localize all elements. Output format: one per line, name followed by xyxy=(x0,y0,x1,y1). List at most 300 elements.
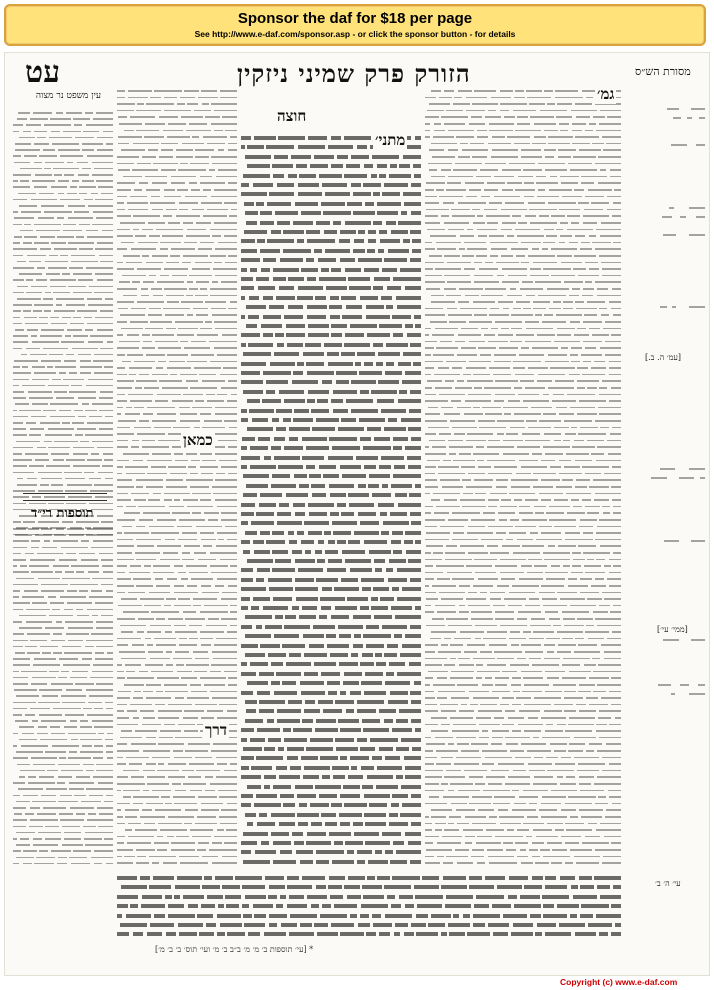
text-line-segment xyxy=(372,155,399,159)
text-line-segment xyxy=(610,433,621,435)
text-line-segment xyxy=(175,631,197,633)
text-line-segment xyxy=(117,803,130,805)
text-line-segment xyxy=(565,803,592,805)
text-line-segment xyxy=(358,512,376,516)
text-line-segment xyxy=(612,631,621,633)
text-line-segment xyxy=(445,552,465,554)
text-line-segment xyxy=(174,895,180,899)
sponsor-banner[interactable] xyxy=(4,4,706,46)
text-line-segment xyxy=(212,281,218,283)
text-line-segment xyxy=(485,413,501,415)
text-line-segment xyxy=(274,456,300,460)
text-line-segment xyxy=(142,229,152,231)
text-line-segment xyxy=(361,904,387,908)
text-line-segment xyxy=(429,796,440,798)
text-line-segment xyxy=(580,248,592,250)
text-line-segment xyxy=(19,615,46,617)
text-line-segment xyxy=(425,486,438,488)
text-line-segment xyxy=(570,321,580,323)
text-line-segment xyxy=(65,335,71,337)
text-line-segment xyxy=(416,932,438,936)
text-line-segment xyxy=(575,932,596,936)
text-line-segment xyxy=(117,433,134,435)
text-line-segment xyxy=(23,521,34,523)
text-line-segment xyxy=(368,860,388,864)
text-line-segment xyxy=(492,730,509,732)
text-line-segment xyxy=(241,691,253,695)
text-line-segment xyxy=(545,611,558,613)
text-line-segment xyxy=(374,437,391,441)
text-line-segment xyxy=(46,788,66,790)
text-line-segment xyxy=(118,169,130,171)
text-line-segment xyxy=(324,531,331,535)
text-line-segment xyxy=(218,440,237,442)
text-line-segment xyxy=(117,592,125,594)
text-line-segment xyxy=(298,568,323,572)
text-line-segment xyxy=(14,813,23,815)
text-line-segment xyxy=(359,418,385,422)
text-line-segment xyxy=(187,585,197,587)
text-line-segment xyxy=(595,578,604,580)
text-line-segment xyxy=(536,176,547,178)
text-line-segment xyxy=(19,410,40,412)
text-line-segment xyxy=(448,176,473,178)
text-line-segment xyxy=(127,677,154,679)
text-line-segment xyxy=(560,783,576,785)
text-line-segment xyxy=(117,559,134,561)
section-divider xyxy=(23,493,107,501)
text-line-segment xyxy=(183,499,197,501)
text-line-segment xyxy=(386,362,395,366)
text-line-segment xyxy=(158,361,166,363)
text-line-segment xyxy=(468,552,488,554)
text-line-segment xyxy=(521,862,533,864)
text-line-segment xyxy=(542,598,558,600)
text-line-segment xyxy=(50,317,58,319)
text-line-segment xyxy=(117,743,127,745)
text-line-segment xyxy=(65,478,85,480)
text-line-segment xyxy=(609,400,621,402)
text-line-segment xyxy=(660,306,666,308)
text-line-segment xyxy=(302,606,317,610)
text-line-segment xyxy=(323,709,341,713)
text-line-segment xyxy=(235,876,262,880)
text-line-segment xyxy=(62,844,83,846)
text-line-segment xyxy=(464,268,475,270)
text-line-segment xyxy=(446,189,466,191)
text-line-segment xyxy=(532,842,543,844)
text-line-segment xyxy=(425,710,438,712)
text-line-segment xyxy=(304,653,327,657)
text-line-segment xyxy=(74,795,86,797)
text-line-segment xyxy=(543,394,550,396)
text-line-segment xyxy=(123,255,140,257)
text-line-segment xyxy=(314,155,334,159)
text-line-segment xyxy=(214,130,224,132)
text-line-segment xyxy=(191,460,200,462)
sponsor-banner-subtitle[interactable]: See http://www.e-daf.com/sponsor.asp - or click the sponsor button - for details xyxy=(194,29,516,39)
text-line-segment xyxy=(227,932,245,936)
text-line-segment xyxy=(69,857,87,859)
text-line-segment xyxy=(192,136,199,138)
text-line-segment xyxy=(587,301,605,303)
text-line-segment xyxy=(65,714,83,716)
text-line-segment xyxy=(148,314,162,316)
text-line-segment xyxy=(102,565,113,567)
text-line-segment xyxy=(205,321,211,323)
text-line-segment xyxy=(546,724,553,726)
text-line-segment xyxy=(65,571,74,573)
text-line-segment xyxy=(263,296,273,300)
text-line-segment xyxy=(31,335,38,337)
text-line-segment xyxy=(168,763,186,765)
text-line-segment xyxy=(224,770,237,772)
text-line-segment xyxy=(277,719,300,723)
text-line-segment xyxy=(147,776,165,778)
text-line-segment xyxy=(287,343,303,347)
text-line-segment xyxy=(68,757,91,759)
text-line-segment xyxy=(547,842,562,844)
text-line-segment xyxy=(519,578,544,580)
text-line-segment xyxy=(511,644,519,646)
text-line-segment xyxy=(246,324,257,328)
sponsor-banner-title[interactable]: Sponsor the daf for $18 per page xyxy=(237,10,473,27)
text-line-segment xyxy=(30,708,50,710)
text-line-segment xyxy=(97,329,113,331)
text-line-segment xyxy=(241,644,258,648)
text-line-segment xyxy=(210,288,237,290)
text-line-segment xyxy=(345,221,371,225)
text-line-segment xyxy=(425,387,432,389)
text-line-segment xyxy=(528,427,551,429)
text-line-segment xyxy=(399,895,413,899)
text-line-segment xyxy=(157,519,176,521)
text-line-segment xyxy=(58,193,65,195)
text-line-segment xyxy=(301,268,318,272)
text-line-segment xyxy=(589,123,596,125)
text-line-segment xyxy=(27,255,46,257)
text-line-segment xyxy=(117,387,132,389)
text-line-segment xyxy=(46,465,70,467)
text-line-segment xyxy=(439,592,465,594)
text-line-segment xyxy=(491,770,510,772)
text-line-segment xyxy=(247,164,270,168)
text-line-segment xyxy=(196,281,209,283)
text-line-segment xyxy=(131,493,149,495)
text-line-segment xyxy=(17,298,42,300)
text-line-segment xyxy=(27,329,37,331)
text-line-segment xyxy=(360,747,375,751)
text-line-segment xyxy=(133,460,144,462)
text-line-segment xyxy=(178,724,195,726)
text-line-segment xyxy=(547,677,559,679)
text-line-segment xyxy=(578,763,606,765)
text-line-segment xyxy=(338,427,364,431)
text-line-segment xyxy=(50,279,76,281)
text-line-segment xyxy=(135,387,142,389)
text-line-segment xyxy=(609,763,621,765)
text-line-segment xyxy=(120,923,147,927)
text-line-segment xyxy=(452,730,479,732)
text-line-segment xyxy=(599,737,621,739)
text-line-segment xyxy=(339,634,351,638)
text-line-segment xyxy=(68,733,96,735)
text-line-segment xyxy=(167,301,179,303)
text-line-segment xyxy=(151,671,173,673)
text-line-segment xyxy=(388,418,397,422)
text-line-segment xyxy=(315,728,338,732)
text-line-segment xyxy=(551,215,565,217)
text-line-segment xyxy=(455,341,465,343)
text-line-segment xyxy=(426,598,439,600)
text-line-segment xyxy=(377,399,395,403)
text-line-segment xyxy=(272,164,292,168)
text-line-segment xyxy=(481,196,490,198)
text-line-segment xyxy=(425,572,443,574)
text-line-segment xyxy=(92,720,113,722)
text-line-segment xyxy=(93,211,113,213)
text-line-segment xyxy=(386,568,394,572)
text-line-segment xyxy=(348,277,370,281)
text-line-segment xyxy=(466,196,478,198)
text-line-segment xyxy=(117,97,125,99)
text-line-segment xyxy=(97,515,113,517)
text-line-segment xyxy=(437,248,456,250)
text-line-segment xyxy=(512,704,521,706)
text-line-segment xyxy=(340,230,355,234)
text-line-segment xyxy=(124,856,135,858)
text-line-segment xyxy=(441,710,456,712)
text-line-segment xyxy=(117,288,137,290)
text-line-segment xyxy=(371,597,377,601)
text-line-segment xyxy=(94,354,113,356)
text-line-segment xyxy=(508,275,527,277)
text-line-segment xyxy=(574,334,588,336)
text-line-segment xyxy=(321,268,329,272)
text-line-segment xyxy=(279,775,300,779)
text-line-segment xyxy=(131,308,146,310)
text-line-segment xyxy=(459,605,465,607)
text-line-segment xyxy=(91,633,113,635)
text-line-segment xyxy=(117,671,124,673)
text-line-segment xyxy=(353,211,375,215)
text-line-segment xyxy=(567,512,584,514)
text-line-segment xyxy=(462,255,473,257)
text-line-segment xyxy=(286,333,305,337)
text-line-segment xyxy=(62,317,71,319)
text-line-segment xyxy=(571,110,597,112)
text-line-segment xyxy=(170,374,177,376)
text-line-segment xyxy=(89,695,113,697)
text-line-segment xyxy=(80,372,92,374)
text-line-segment xyxy=(15,149,40,151)
text-line-segment xyxy=(13,242,20,244)
text-line-segment xyxy=(143,413,154,415)
text-line-segment xyxy=(98,826,113,828)
text-line-segment xyxy=(182,532,196,534)
text-line-segment xyxy=(105,739,113,741)
text-line-segment xyxy=(565,532,580,534)
text-line-segment xyxy=(438,691,465,693)
text-line-segment xyxy=(216,757,237,759)
text-line-segment xyxy=(602,380,621,382)
text-line-segment xyxy=(13,540,29,542)
text-line-segment xyxy=(434,123,441,125)
text-line-segment xyxy=(96,217,113,219)
text-line-segment xyxy=(395,923,408,927)
text-line-segment xyxy=(463,374,471,376)
text-line-segment xyxy=(439,97,453,99)
text-line-segment xyxy=(227,631,237,633)
text-line-segment xyxy=(183,255,208,257)
text-line-segment xyxy=(573,895,597,899)
text-line-segment xyxy=(241,286,254,290)
text-line-segment xyxy=(178,598,190,600)
text-line-segment xyxy=(136,479,163,481)
text-line-segment xyxy=(517,116,527,118)
text-line-segment xyxy=(519,512,533,514)
text-line-segment xyxy=(164,724,175,726)
text-line-segment xyxy=(403,239,410,243)
text-line-segment xyxy=(579,149,600,151)
text-line-segment xyxy=(468,473,485,475)
text-line-segment xyxy=(467,248,487,250)
text-line-segment xyxy=(100,348,113,350)
text-line-segment xyxy=(556,314,582,316)
text-line-segment xyxy=(15,329,23,331)
text-line-segment xyxy=(379,747,393,751)
text-line-segment xyxy=(525,499,538,501)
text-line-segment xyxy=(117,215,131,217)
text-line-segment xyxy=(217,394,227,396)
text-line-segment xyxy=(599,123,621,125)
text-line-segment xyxy=(307,895,327,899)
text-line-segment xyxy=(81,540,89,542)
text-line-segment xyxy=(437,842,462,844)
text-line-segment xyxy=(165,691,188,693)
text-line-segment xyxy=(658,684,671,686)
text-line-segment xyxy=(578,202,589,204)
text-line-segment xyxy=(570,816,578,818)
text-line-segment xyxy=(92,162,113,164)
text-line-segment xyxy=(541,717,565,719)
text-line-segment xyxy=(241,371,260,375)
text-line-segment xyxy=(311,904,319,908)
text-line-segment xyxy=(439,196,463,198)
text-line-segment xyxy=(157,281,184,283)
text-line-segment xyxy=(293,728,311,732)
text-line-segment xyxy=(75,683,94,685)
text-line-segment xyxy=(501,499,511,501)
text-line-segment xyxy=(14,217,34,219)
text-line-segment xyxy=(159,156,173,158)
text-line-segment xyxy=(48,503,64,505)
text-line-segment xyxy=(54,391,67,393)
text-line-segment xyxy=(509,638,526,640)
text-line-segment xyxy=(471,856,484,858)
text-line-segment xyxy=(472,156,487,158)
text-line-segment xyxy=(410,691,421,695)
text-line-segment xyxy=(44,310,50,312)
text-line-segment xyxy=(179,202,199,204)
text-line-segment xyxy=(373,221,382,225)
text-line-segment xyxy=(189,275,212,277)
text-line-segment xyxy=(156,367,163,369)
text-line-segment xyxy=(606,809,621,811)
text-line-segment xyxy=(13,366,20,368)
text-line-segment xyxy=(376,785,398,789)
text-line-segment xyxy=(198,796,217,798)
text-line-segment xyxy=(72,671,88,673)
text-line-segment xyxy=(316,850,344,854)
text-line-segment xyxy=(425,262,444,264)
text-line-segment xyxy=(31,199,57,201)
text-line-segment xyxy=(72,180,79,182)
text-line-segment xyxy=(125,664,141,666)
text-line-segment xyxy=(146,803,163,805)
text-line-segment xyxy=(28,391,52,393)
text-line-segment xyxy=(96,764,113,766)
text-line-segment xyxy=(328,145,353,149)
text-line-segment xyxy=(611,932,621,936)
text-line-segment xyxy=(569,374,580,376)
text-line-segment xyxy=(132,644,144,646)
text-line-segment xyxy=(33,310,42,312)
text-line-segment xyxy=(136,110,160,112)
text-line-segment xyxy=(321,813,336,817)
text-line-segment xyxy=(438,367,449,369)
text-line-segment xyxy=(580,790,604,792)
text-line-segment xyxy=(81,559,98,561)
text-line-segment xyxy=(243,550,250,554)
text-line-segment xyxy=(534,697,561,699)
text-line-segment xyxy=(600,235,621,237)
text-line-segment xyxy=(611,486,621,488)
text-line-segment xyxy=(508,400,521,402)
text-line-segment xyxy=(304,672,318,676)
text-line-segment xyxy=(199,374,216,376)
text-line-segment xyxy=(325,192,350,196)
text-line-segment xyxy=(169,506,184,508)
text-line-segment xyxy=(121,149,145,151)
text-line-segment xyxy=(193,598,217,600)
text-line-segment xyxy=(17,764,31,766)
text-line-segment xyxy=(126,671,135,673)
text-line-segment xyxy=(137,301,165,303)
text-line-segment xyxy=(505,710,515,712)
text-line-segment xyxy=(256,277,269,281)
text-line-segment xyxy=(117,229,130,231)
text-line-segment xyxy=(385,914,412,918)
text-line-segment xyxy=(441,407,453,409)
text-line-segment xyxy=(210,691,237,693)
text-line-segment xyxy=(521,262,529,264)
text-line-segment xyxy=(425,341,436,343)
text-line-segment xyxy=(506,539,513,541)
text-line-segment xyxy=(405,446,421,450)
copyright-link[interactable]: Copyright (c) www.e-daf.com xyxy=(560,977,678,987)
text-line-segment xyxy=(596,914,621,918)
text-line-segment xyxy=(548,143,570,145)
text-line-segment xyxy=(195,156,208,158)
text-line-segment xyxy=(246,484,268,488)
text-line-segment xyxy=(191,354,214,356)
text-line-segment xyxy=(16,801,30,803)
text-line-segment xyxy=(193,605,201,607)
text-line-segment xyxy=(533,301,550,303)
text-line-segment xyxy=(341,578,357,582)
text-line-segment xyxy=(88,813,96,815)
